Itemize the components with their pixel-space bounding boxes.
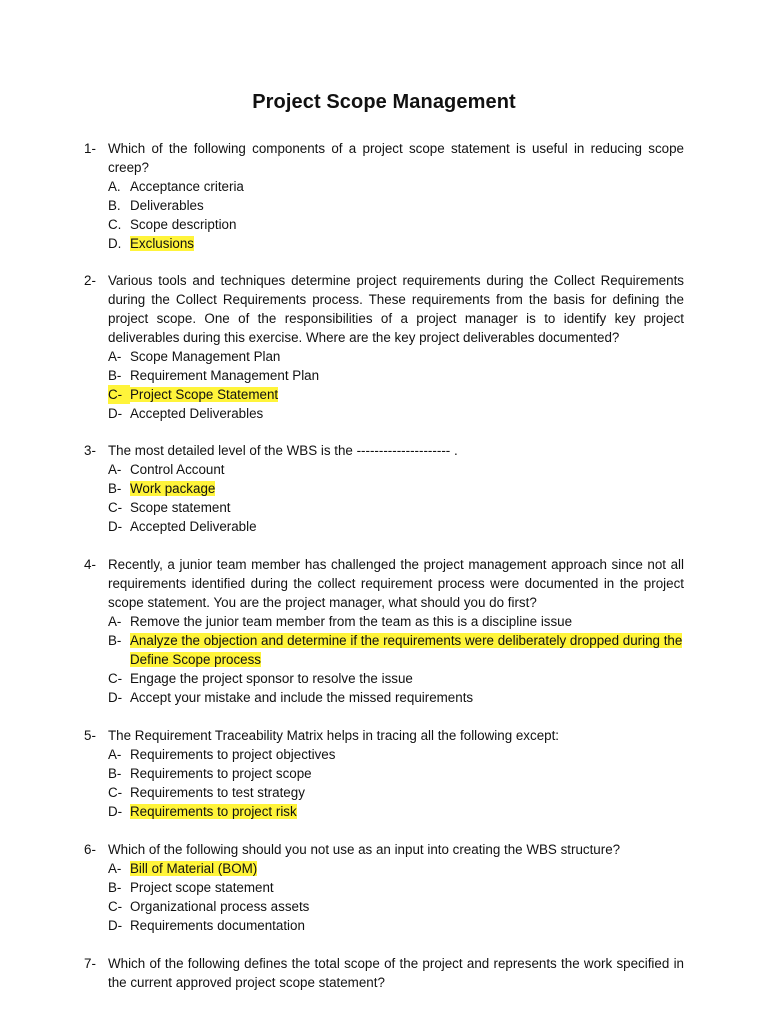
question-number: 5- (84, 728, 96, 743)
option-letter: C- (108, 385, 130, 404)
answer-option (108, 745, 684, 764)
option-text: Control Account (130, 462, 225, 477)
highlighted-answer-text: Work package (130, 481, 216, 496)
option-letter: A- (108, 747, 122, 762)
option-letter: B- (108, 481, 122, 496)
answer-option (108, 688, 684, 707)
answer-option (108, 215, 684, 234)
option-text: Engage the project sponsor to resolve the issue (130, 671, 413, 686)
answer-option (108, 612, 684, 631)
option-text: Requirements to project scope (130, 766, 312, 781)
option-text: Remove the junior team member from the team as this is a discipline issue (130, 614, 573, 629)
option-text: Deliverables (130, 198, 204, 213)
answer-option (108, 669, 684, 688)
answer-option (108, 859, 684, 878)
answer-option (108, 366, 684, 385)
question-number: 3- (84, 443, 96, 458)
highlighted-answer-text: Requirements to project risk (130, 804, 297, 819)
option-text: Requirements documentation (130, 918, 305, 933)
highlighted-answer-text: Project Scope Statement (130, 387, 279, 402)
question-text: Which of the following should you not use as an input into creating the WBS structure? (108, 842, 621, 857)
option-text: Requirements to project objectives (130, 747, 336, 762)
option-text: Requirement Management Plan (130, 368, 320, 383)
answer-option (108, 498, 684, 517)
option-letter: C- (108, 500, 123, 515)
option-letter: D- (108, 690, 123, 705)
answer-option (108, 878, 684, 897)
question-number: 1- (84, 141, 96, 156)
answer-option (108, 234, 684, 253)
option-letter: C- (108, 671, 123, 686)
question-text: Various tools and techniques determine project requirements during the Collect Requirements during the Collect Requirements process. These requirements from the basis for defining the project scope. One of the responsibilities of a project manager is to identify key project deliverables during this exercise. Where are the key project deliverables documented? (108, 273, 684, 345)
highlighted-answer-text: Bill of Material (BOM) (130, 861, 258, 876)
option-letter: A- (108, 462, 122, 477)
option-letter: C- (108, 785, 123, 800)
question-7 (84, 954, 684, 992)
question-5 (84, 726, 684, 821)
question-text: The Requirement Traceability Matrix helps in tracing all the following except: (108, 728, 560, 743)
option-text: Organizational process assets (130, 899, 310, 914)
option-letter: D- (108, 804, 123, 819)
option-letter: B- (108, 766, 122, 781)
question-header (84, 726, 684, 745)
option-letter: B. (108, 198, 121, 213)
option-letter: C. (108, 217, 122, 232)
option-letter: A. (108, 179, 121, 194)
answer-option (108, 802, 684, 821)
option-letter: A- (108, 861, 122, 876)
answer-option (108, 764, 684, 783)
option-letter: D. (108, 236, 122, 251)
option-letter: C- (108, 899, 123, 914)
option-text: Accepted Deliverables (130, 406, 264, 421)
option-text: Scope Management Plan (130, 349, 281, 364)
answer-option (108, 385, 684, 404)
question-number: 2- (84, 273, 96, 288)
answer-option (108, 404, 684, 423)
question-text: Which of the following defines the total scope of the project and represents the work specified in the current approved project scope statement? (108, 956, 684, 990)
option-text: Accepted Deliverable (130, 519, 257, 534)
option-letter: B- (108, 368, 122, 383)
question-1 (84, 139, 684, 253)
option-text: Project scope statement (130, 880, 274, 895)
answer-option (108, 783, 684, 802)
highlighted-answer-text: Analyze the objection and determine if the requirements were deliberately dropped during the Define Scope process (130, 633, 683, 667)
option-letter: B- (108, 880, 122, 895)
answer-option (108, 460, 684, 479)
page-title: Project Scope Management (252, 91, 516, 113)
option-text: Scope statement (130, 500, 231, 515)
question-number: 6- (84, 842, 96, 857)
question-3 (84, 441, 684, 536)
highlighted-answer-text: Exclusions (130, 236, 195, 251)
question-header (84, 441, 684, 460)
option-text: Accept your mistake and include the missed requirements (130, 690, 474, 705)
question-header (84, 840, 684, 859)
question-text: Recently, a junior team member has challenged the project management approach since not all requirements identified during the collect requirement process were documented in the project scope statement. You are the project manager, what should you do first? (108, 557, 684, 610)
answer-option (108, 479, 684, 498)
answer-option (108, 347, 684, 366)
option-letter: A- (108, 349, 122, 364)
option-text: Requirements to test strategy (130, 785, 305, 800)
answer-option (108, 196, 684, 215)
option-letter: D- (108, 918, 123, 933)
option-text: Acceptance criteria (130, 179, 244, 194)
option-text: Scope description (130, 217, 237, 232)
question-header (84, 139, 684, 177)
answer-option (108, 517, 684, 536)
question-header (84, 555, 684, 612)
question-header (84, 271, 684, 347)
option-letter: D- (108, 406, 123, 421)
question-4 (84, 555, 684, 707)
question-text: The most detailed level of the WBS is the --------------------- . (108, 443, 458, 458)
question-number: 7- (84, 956, 96, 971)
question-number: 4- (84, 557, 96, 572)
answer-option (108, 897, 684, 916)
question-2 (84, 271, 684, 423)
option-letter: B- (108, 633, 122, 648)
question-header (84, 954, 684, 992)
option-letter: D- (108, 519, 123, 534)
question-text: Which of the following components of a project scope statement is useful in reducing scope creep? (108, 141, 684, 175)
answer-option (108, 631, 684, 669)
answer-option (108, 177, 684, 196)
option-letter: A- (108, 614, 122, 629)
question-6 (84, 840, 684, 935)
answer-option (108, 916, 684, 935)
